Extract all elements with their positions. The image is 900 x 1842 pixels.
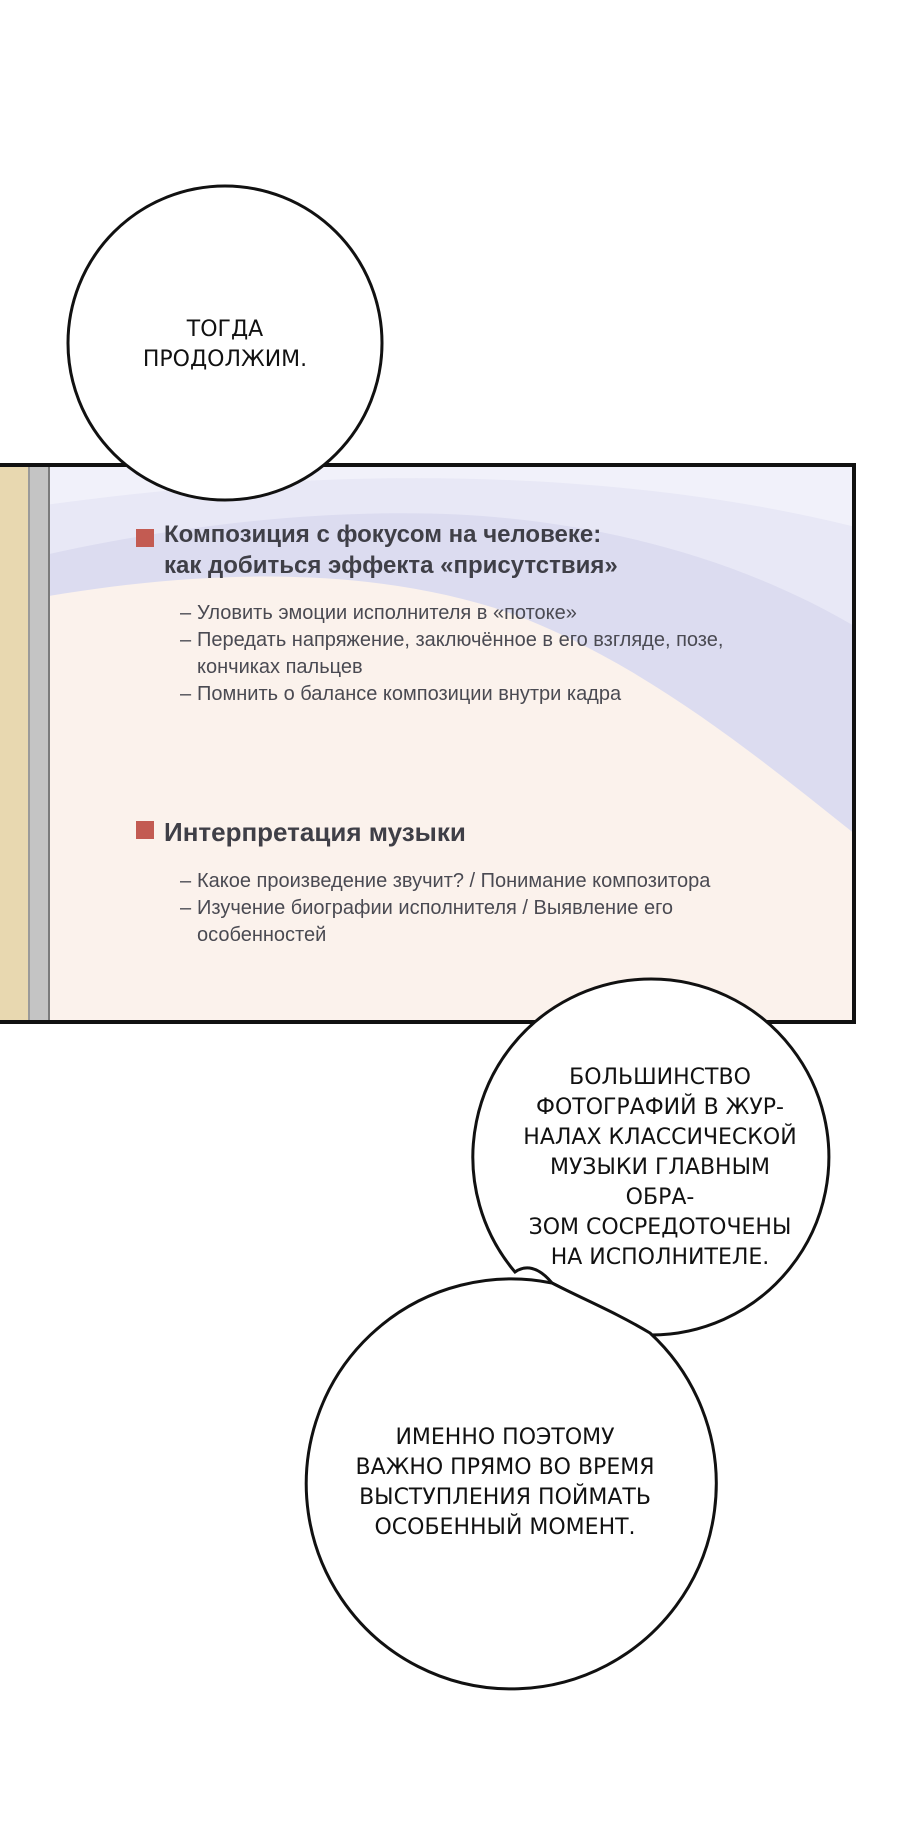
dash-marker: –	[180, 602, 192, 624]
list-item-text: Какое произведение звучит? / Понимание композитора	[197, 870, 711, 892]
speech-bubble-middle-text: БОЛЬШИНСТВО ФОТОГРАФИЙ В ЖУР- НАЛАХ КЛАССИЧЕСКОЙ МУЗЫКИ ГЛАВНЫМ ОБРА- ЗОМ СОСРЕДОТОЧЕНЫ НА ИСПОЛНИТЕЛЕ.	[523, 1065, 797, 1270]
speech-bubble-top-text: ТОГДА ПРОДОЛЖИМ.	[142, 317, 308, 372]
section-heading: Интерпретация музыки	[164, 817, 466, 847]
heading-line: Композиция с фокусом на человеке:	[164, 521, 602, 548]
speech-bubble-bottom-text: ИМЕННО ПОЭТОМУ ВАЖНО ПРЯМО ВО ВРЕМЯ ВЫСТУПЛЕНИЯ ПОЙМАТЬ ОСОБЕННЫЙ МОМЕНТ.	[355, 1425, 655, 1540]
dash-marker: –	[180, 629, 192, 651]
list-item-text: Помнить о балансе композиции внутри кадра	[197, 683, 622, 705]
list-item-text: Изучение биографии исполнителя / Выявление его особенностей	[197, 897, 674, 946]
list-item-text: Передать напряжение, заключённое в его взгляде, позе, кончиках пальцев	[197, 629, 724, 678]
dash-marker: –	[180, 683, 192, 705]
list-item-text: Уловить эмоции исполнителя в «потоке»	[197, 602, 577, 624]
heading-line: как добиться эффекта «присутствия»	[164, 552, 618, 579]
dash-marker: –	[180, 870, 192, 892]
dash-marker: –	[180, 897, 192, 919]
